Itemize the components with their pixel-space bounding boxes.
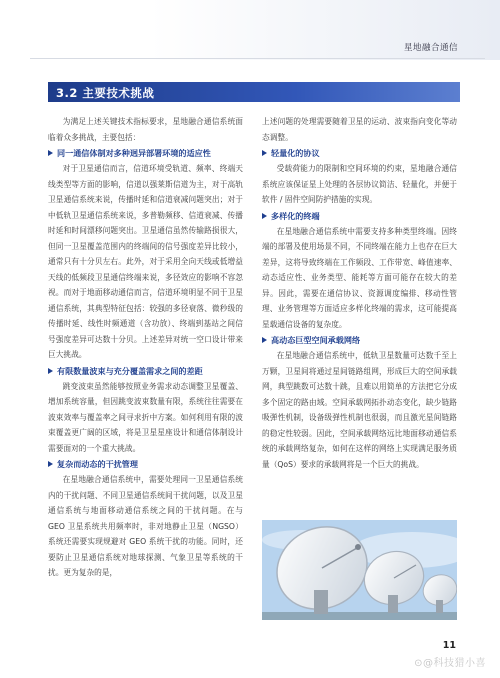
body-paragraph: 为满足上述关键技术指标要求，星地融合通信系统面临着众多挑战，主要包括： bbox=[48, 117, 243, 142]
body-paragraph: 受载荷能力的限制和空间环境的约束，星地融合通信系统应该保证星上处理的各层协议简洁、轻量化，并便于软件 / 固件空间防护措施的实现。 bbox=[262, 164, 457, 204]
triangle-bullet-icon bbox=[262, 337, 267, 343]
right-text-column bbox=[262, 114, 457, 472]
running-head: 星地融合通信 bbox=[403, 43, 458, 53]
body-paragraph: 跳变波束虽然能够按照业务需求动态调整卫星覆盖、增加系统容量，但因跳变波束数量有限，系统往往需要在波束效率与覆盖率之间寻求折中方案。如何利用有限的波束覆盖更广阔的区域，将是卫星星座设计和通信体制设计需要面对的一个重大挑战。 bbox=[48, 381, 243, 453]
body-paragraph: 对于卫星通信而言，信道环境受轨道、频率、终端天线类型等方面的影响，信道以强莱斯信道为主，对于高轨卫星通信系统来说，传播时延和信道衰减问题突出；对于中低轨卫星通信系统来说，多普勒频移、信道衰减、传播时延和时间漂移问题突出。卫星通信虽然传输路损很大，但同一卫星覆盖范围内的终端间的信号强度差异比较小，通常只有十分贝左右。此外，对于采用全向天线或低增益天线的低频段卫星通信终端来说，多径效应的影响不容忽视。而对于地面移动通信而言，信道环境明显不同于卫星通信系统，其典型特征包括：较强的多径衰落、微秒级的传播时延、线性时频通道（含功放）、终端到基站之间信号强度差异可达数十分贝。上述差异对统一空口设计带来巨大挑战。 bbox=[48, 164, 243, 359]
body-paragraph: 在星地融合通信系统中，低轨卫星数量可达数千至上万颗，卫星间将通过星间链路组网，形成巨大的空间承载网，典型跳数可达数十跳，且难以用简单的方法把它分成多个固定的路由域。空间承载网拓扑动态变化，缺少链路吸弹性机制，设备级弹性机制也很弱，而且激光星间链路的稳定性较弱。因此，空间承载网络远比地面移动通信系统的承载网络复杂，如何在这样的网络上实现满足服务质量（QoS）要求的承载网将是一个巨大的挑战。 bbox=[262, 351, 457, 469]
page-number: 11 bbox=[442, 640, 456, 651]
triangle-bullet-icon bbox=[48, 368, 53, 374]
satellite-dish-antennas-photo bbox=[262, 520, 457, 620]
subsection-heading-text: 多样化的终端 bbox=[271, 210, 320, 221]
watermark: ⊙@科技猎小喜 bbox=[414, 658, 486, 669]
header-divider bbox=[30, 58, 485, 59]
subsection-heading-text: 复杂而动态的干扰管理 bbox=[57, 459, 138, 469]
left-text-column bbox=[48, 114, 243, 581]
subsection-heading bbox=[48, 363, 243, 379]
body-paragraph: 在星地融合通信系统中，需要处理同一卫星通信系统内的干扰问题、不同卫星通信系统间干扰问题，以及卫星通信系统与地面移动通信系统之间的干扰问题。在与 GEO 卫星系统共用频率时，非对地静止卫星（NGSO）系统还需要实现规避对 GEO 系统干扰的功能。同时，还要防止卫星通信系统对地球探测、气象卫星等系统的干扰。更为复杂的是， bbox=[48, 475, 243, 577]
triangle-bullet-icon bbox=[48, 461, 53, 467]
triangle-bullet-icon bbox=[262, 150, 267, 156]
subsection-heading bbox=[262, 332, 457, 348]
subsection-heading-text: 高动态巨型空间承载网络 bbox=[271, 335, 361, 345]
subsection-heading-text: 有限数量波束与充分覆盖需求之间的差距 bbox=[57, 365, 203, 376]
subsection-heading-text: 轻量化的协议 bbox=[271, 148, 320, 158]
section-title: 3.2 主要技术挑战 bbox=[56, 86, 155, 100]
section-heading-bar bbox=[48, 82, 460, 102]
triangle-bullet-icon bbox=[262, 213, 267, 219]
triangle-bullet-icon bbox=[48, 150, 53, 156]
subsection-heading bbox=[262, 145, 457, 161]
body-paragraph: 在星地融合通信系统中需要支持多种类型终端。因终端的部署及使用场景不同，不同终端在能力上也存在巨大差异，这将导致终端在工作频段、工作带宽、峰值速率、动态适应性、业务类型、能耗等方面可能存在较大的差异。因此，需要在通信协议、资源调度编排、移动性管理、业务管理等方面适应多样化终端的需求，这可能提高星载通信设备的复杂度。 bbox=[262, 226, 457, 329]
body-paragraph: 上述问题的处理需要随着卫星的运动、波束指向变化等动态调整。 bbox=[262, 117, 457, 142]
subsection-heading bbox=[262, 208, 457, 224]
subsection-heading-text: 同一通信体制对多种迥异部署环境的适应性 bbox=[57, 148, 211, 158]
satellite-dish-icon bbox=[262, 520, 457, 620]
subsection-heading bbox=[48, 145, 243, 161]
subsection-heading bbox=[48, 456, 243, 472]
